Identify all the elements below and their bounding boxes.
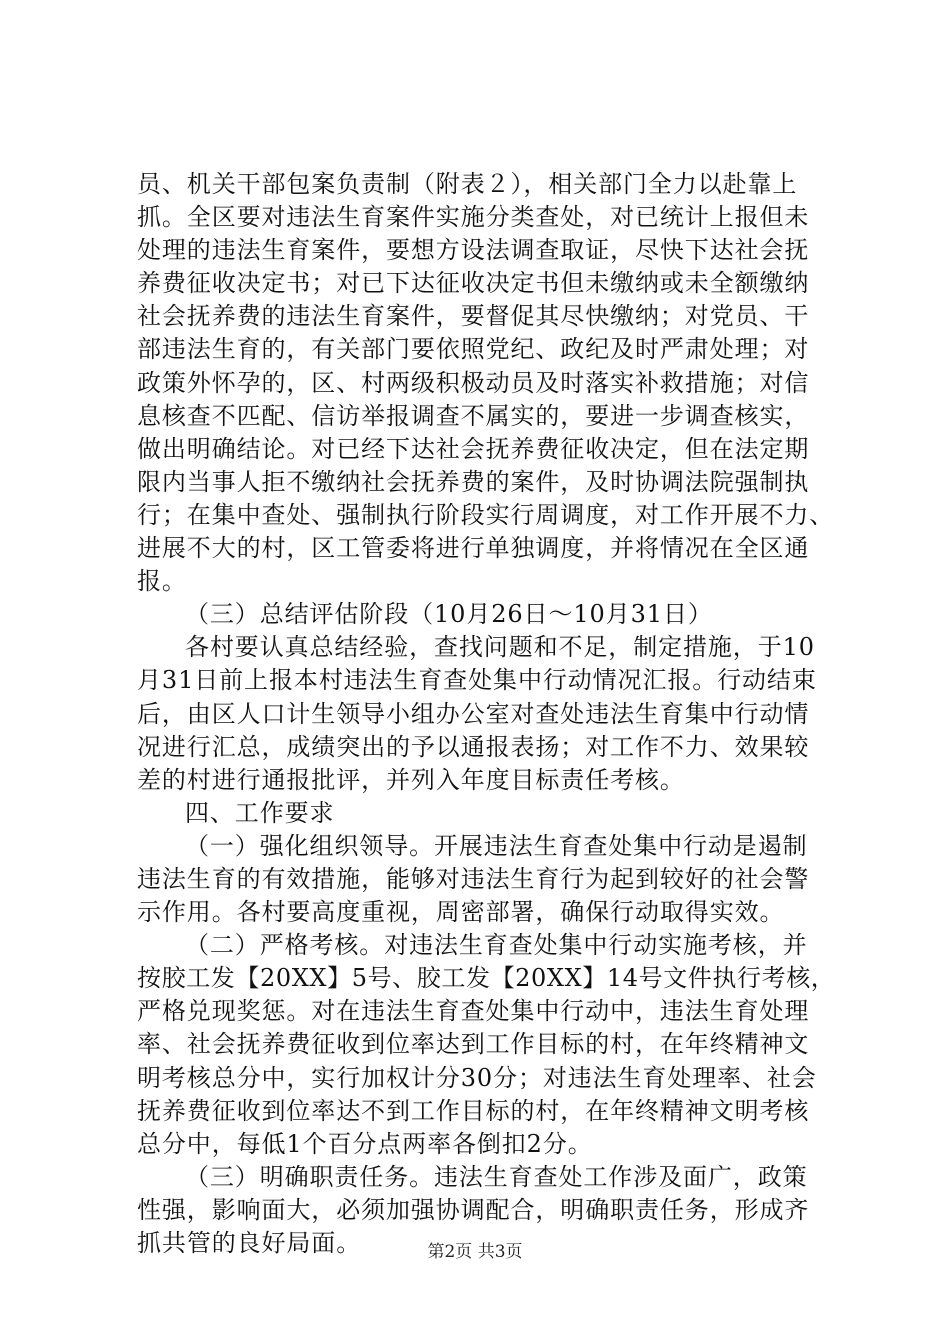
text-line: 总分中，每低1个百分点两率各倒扣2分。 <box>137 1129 593 1158</box>
text-line: 明考核总分中，实行加权计分30分；对违法生育处理率、社会 <box>137 1063 817 1092</box>
page-number-footer: 第2页 共3页 <box>427 1242 523 1262</box>
text-line: 处理的违法生育案件，要想方设法调查取证，尽快下达社会抚 <box>137 236 810 265</box>
heading-line: （三）总结评估阶段（10月26日～10月31日） <box>185 600 713 629</box>
text-line: 月31日前上报本村违法生育查处集中行动情况汇报。行动结束 <box>137 666 817 695</box>
text-line: 性强，影响面大，必须加强协调配合，明确职责任务，形成齐 <box>137 1195 810 1224</box>
text-line: 抚养费征收到位率达不到工作目标的村，在年终精神文明考核 <box>137 1096 810 1125</box>
text-line: 进展不大的村，区工管委将进行单独调度，并将情况在全区通 <box>137 534 810 563</box>
text-line: 率、社会抚养费征收到位率达到工作目标的村，在年终精神文 <box>137 1030 810 1059</box>
text-line: 行；在集中查处、强制执行阶段实行周调度，对工作开展不力、 <box>137 500 835 529</box>
text-line: 政策外怀孕的，区、村两级积极动员及时落实补救措施；对信 <box>137 368 810 397</box>
text-line: 部违法生育的，有关部门要依照党纪、政纪及时严肃处理；对 <box>137 335 810 364</box>
text-line: （三）明确职责任务。违法生育查处工作涉及面广，政策 <box>185 1162 808 1191</box>
section-heading-summary-phase <box>137 598 837 631</box>
text-line: 员、机关干部包案负责制（附表２），相关部门全力以赴靠上 <box>137 170 798 198</box>
paragraph-requirement-1 <box>137 830 837 929</box>
text-line: 养费征收决定书；对已下达征收决定书但未缴纳或未全额缴纳 <box>137 269 810 298</box>
text-line: （一）强化组织领导。开展违法生育查处集中行动是遏制 <box>185 831 808 860</box>
text-line: 按胶工发【20XX】5号、胶工发【20XX】14号文件执行考核， <box>137 964 836 993</box>
text-line: 限内当事人拒不缴纳社会抚养费的案件，及时协调法院强制执 <box>137 467 810 496</box>
text-line: 后，由区人口计生领导小组办公室对查处违法生育集中行动情 <box>137 699 810 728</box>
text-line: 各村要认真总结经验，查找问题和不足，制定措施，于10 <box>185 633 815 662</box>
section-heading-work-requirements <box>137 797 837 830</box>
text-line: 况进行汇总，成绩突出的予以通报表扬；对工作不力、效果较 <box>137 732 810 761</box>
text-line: 示作用。各村要高度重视，周密部署，确保行动取得实效。 <box>137 898 785 927</box>
paragraph-requirement-2 <box>137 929 837 1161</box>
text-line: 抓共管的良好局面。 <box>137 1229 362 1257</box>
text-line: 违法生育的有效措施，能够对违法生育行为起到较好的社会警 <box>137 864 810 893</box>
text-line: 严格兑现奖惩。对在违法生育查处集中行动中，违法生育处理 <box>137 997 810 1026</box>
text-line: 社会抚养费的违法生育案件，要督促其尽快缴纳；对党员、干 <box>137 302 810 331</box>
text-line: （二）严格考核。对违法生育查处集中行动实施考核，并 <box>185 931 808 960</box>
paragraph-summary-phase <box>137 631 837 796</box>
paragraph-section-2-continued <box>137 168 837 598</box>
text-line: 息核查不匹配、信访举报调查不属实的，要进一步调查核实， <box>137 401 810 430</box>
heading-line: 四、工作要求 <box>185 798 335 827</box>
document-body <box>137 168 837 1260</box>
text-line: 做出明确结论。对已经下达社会抚养费征收决定，但在法定期 <box>137 434 810 463</box>
text-line: 报。 <box>137 567 187 596</box>
text-line: 差的村进行通报批评，并列入年度目标责任考核。 <box>137 765 685 794</box>
text-line: 抓。全区要对违法生育案件实施分类查处，对已统计上报但未 <box>137 203 810 232</box>
